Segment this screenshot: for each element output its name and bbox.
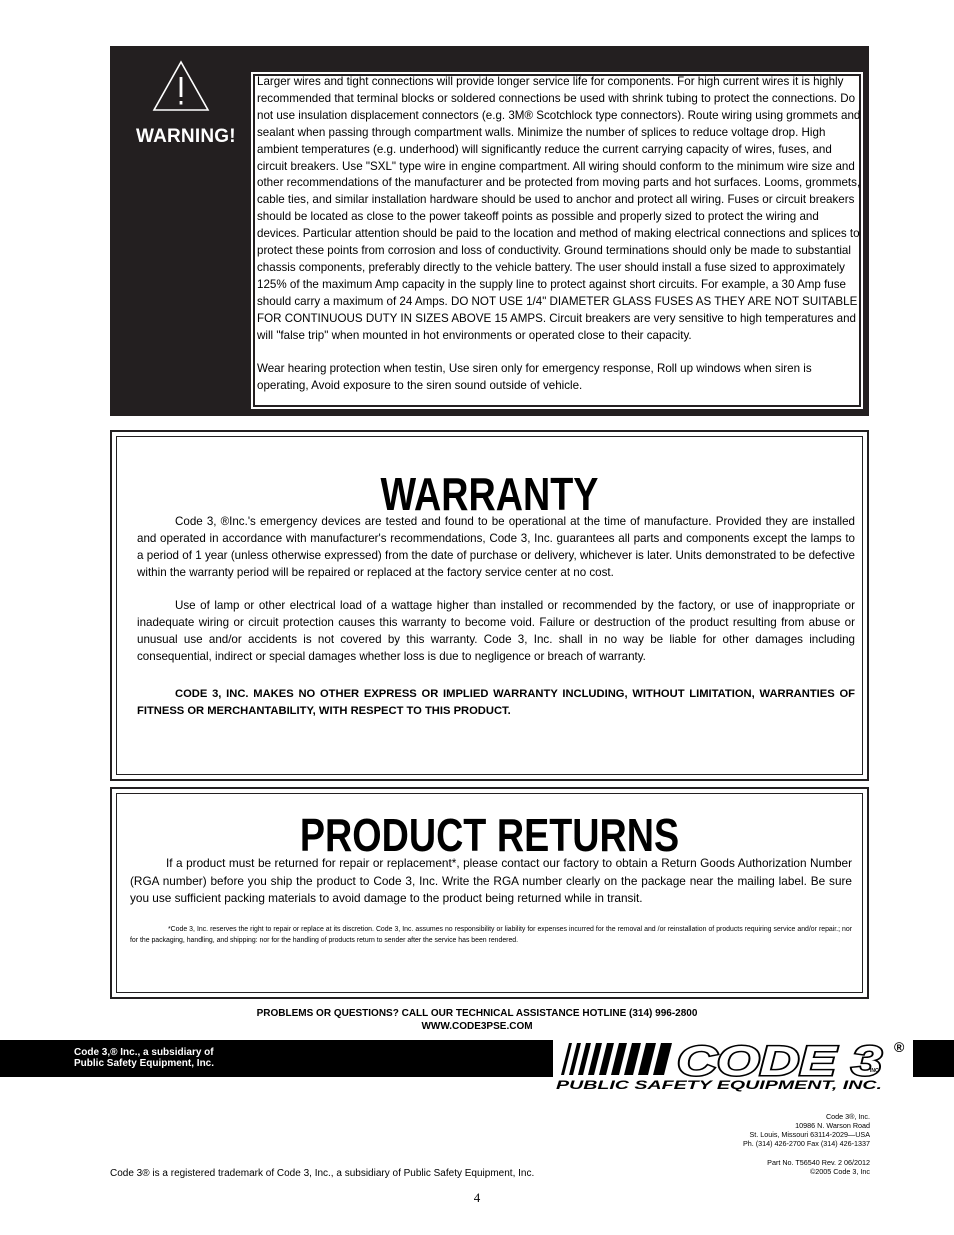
brand-subsidiary-text [74, 1048, 214, 1069]
page-number: 4 [473, 1190, 481, 1205]
warranty-paragraph-2: Use of lamp or other electrical load of a wattage higher than installed or recommended by the factory, or use of inappropriate or inadequate wiring or circuit protection causes this warranty to become void. Failure or destruction of the product resulting from abuse or unusual use and/or accidents is not covered by this warranty. Code 3, Inc. shall in no way be liable for other damages including consequential, indirect or special damages whether loss is due to negligence or breach of warranty. [137, 599, 855, 663]
hotline [0, 1008, 954, 1033]
warranty-title: WARRANTY [380, 468, 599, 520]
part-number-block [767, 1158, 870, 1176]
warranty-paragraph-3: CODE 3, INC. MAKES NO OTHER EXPRESS OR IMPLIED WARRANTY INCLUDING, WITHOUT LIMITATION, WARRANTIES OF FITNESS OR MERCHANTABILITY, WITH RESPECT TO THIS PRODUCT. [137, 688, 855, 717]
address-line-2: 10986 N. Warson Road [795, 1121, 870, 1130]
warning-title: WARNING! [136, 126, 236, 147]
logo-wordmark: CODE 3 [677, 1037, 882, 1084]
hotline-phone: PROBLEMS OR QUESTIONS? CALL OUR TECHNICAL ASSISTANCE HOTLINE (314) 996-2800 [256, 1008, 698, 1019]
returns-title: PRODUCT RETURNS [299, 809, 680, 861]
address-line-3: St. Louis, Missouri 63114-2029—USA [749, 1130, 870, 1139]
returns-footnote: *Code 3, Inc. reserves the right to repair or replace at its discretion. Code 3, Inc. assumes no responsibility or liability for expenses incurred for the removal and /or reinstallation of products requiring service and/or repair.; nor for the packaging, handling, and shipping: nor for the handling of products return to sender after the service has been rendered. [130, 926, 852, 944]
warning-panel [110, 46, 869, 416]
brand-sub-line-2: Public Safety Equipment, Inc. [74, 1057, 215, 1069]
address-line-1: Code 3®, Inc. [825, 1112, 870, 1121]
returns-section [110, 787, 869, 999]
code3-logo [553, 1035, 913, 1093]
warning-triangle-icon [152, 60, 210, 112]
company-address [743, 1112, 870, 1148]
hotline-website[interactable]: WWW.CODE3PSE.COM [421, 1020, 533, 1032]
warning-text-box [251, 72, 863, 409]
trademark-notice: Code 3® is a registered trademark of Code 3, Inc., a subsidiary of Public Safety Equipment, Inc. [110, 1168, 535, 1179]
logo-inc: INC [870, 1068, 879, 1074]
warranty-section [110, 430, 869, 781]
address-line-4: Ph. (314) 426-2700 Fax (314) 426-1337 [742, 1139, 870, 1148]
copyright: ©2005 Code 3, Inc [809, 1167, 870, 1176]
brand-sub-line-1: Code 3,® Inc., a subsidiary of [74, 1047, 214, 1058]
warning-text: Larger wires and tight connections will provide longer service life for components. For high current wires it is highly recommended that terminal blocks or soldered connections be used with shrink tubing to protect the connections. Do not use insulation displacement connectors (e.g. 3M® Scotchlock type connectors). Route wiring using grommets and sealant when passing through compartment walls. Minimize the number of splices to reduce voltage drop. High ambient temperatures (e.g. underhood) will significantly reduce the current carrying capacity of wires, fuses, and circuit breakers. Use "SXL" type wire in engine compartment. All wiring should conform to the minimum wire size and other recommendations of the manufacturer and be protected from moving parts and hot surfaces. Looms, grommets, cable ties, and similar installation hardware should be used to anchor and protect all wiring. Fuses or circuit breakers should be located as close to the power takeoff points as possible and properly sized to protect the wiring and devices. Particular attention should be paid to the location and method of making electrical connections and splices to protect these points from corrosion and loss of conductivity. Ground terminations should only be made to substantial chassis components, preferably directly to the vehicle battery. The user should install a fuse sized to approximately 125% of the maximum Amp capacity in the supply line to protect against short circuits. For example, a 30 Amp fuse should carry a maximum of 24 Amps. DO NOT USE 1/4" DIAMETER GLASS FUSES AS THEY ARE NOT SUITABLE FOR CONTINUOUS DUTY IN SIZES ABOVE 15 AMPS. Circuit breakers are very sensitive to high temperatures and will "false trip" when mounted in hot environments or operated close to their capacity. Wear hearing protection when testin, Use siren only for emergency response, Roll up windows when siren is operating, Avoid exposure to the siren sound outside of vehicle. [257, 75, 861, 393]
part-number: Part No. T56540 Rev. 2 06/2012 [767, 1158, 870, 1167]
logo-registered: ® [894, 1039, 905, 1055]
warranty-paragraph-1: Code 3, ®Inc.'s emergency devices are tested and found to be operational at the time of manufacture. Provided they are installed and operated in accordance with manufacturer's recommendations, Code 3, Inc. guarantees all parts and components except the lamps to a period of 1 year (unless otherwise expressed) from the date of purchase or delivery, whichever is later. Units demonstrated to be defective within the warranty period will be repaired or replaced at the factory service center at no cost. [137, 515, 855, 579]
returns-paragraph: If a product must be returned for repair or replacement*, please contact our factory to obtain a Return Goods Authorization Number (RGA number) before you ship the product to Code 3, Inc. Write the RGA number clearly on the package near the mailing label. Be sure you use sufficient packing materials to avoid damage to the product being returned while in transit. [130, 856, 852, 906]
logo-tagline: PUBLIC SAFETY EQUIPMENT, INC. [556, 1078, 882, 1092]
